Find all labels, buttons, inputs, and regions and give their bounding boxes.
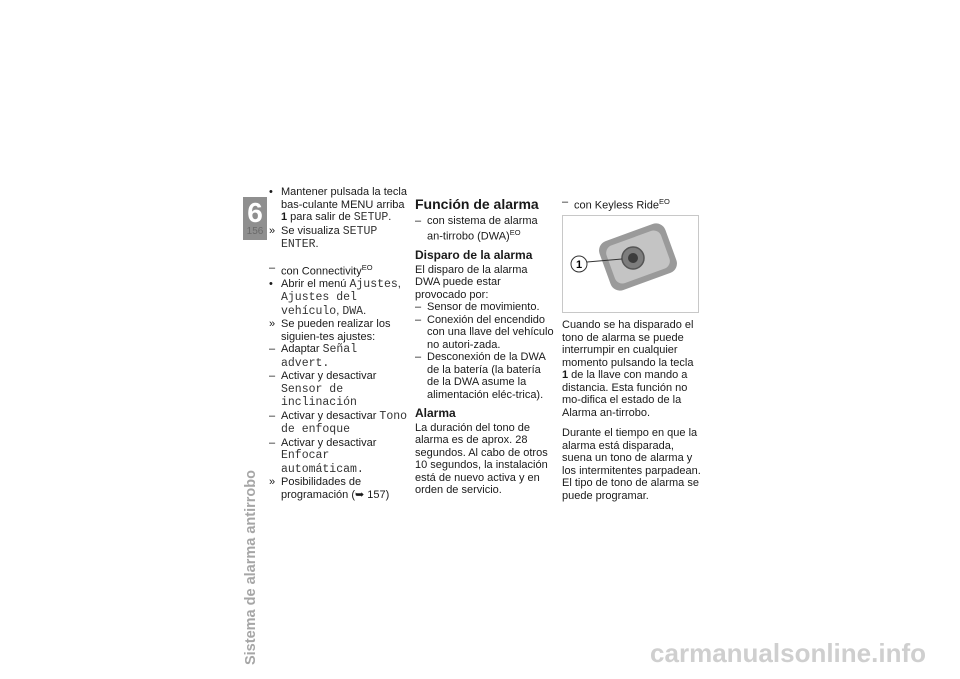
list-item: – con Keyless Ride$^{EO}$ [562, 196, 670, 212]
list-item: – con sistema de alarma an-tirrobo (DWA)$^{EO}$ [415, 214, 538, 243]
list-item: » Posibilidades de programación (➥ 157) [269, 476, 390, 501]
list-item: – Activar y desactivar Sensor de inclinación [269, 370, 377, 410]
chapter-number: 6 [247, 197, 263, 228]
key-fob-illustration [563, 216, 698, 312]
figure-callout-label: 1 [575, 259, 583, 272]
list-item: • Mantener pulsada la tecla bas-culante MENU arriba 1 para salir de SETUP. [269, 186, 407, 224]
page-ref-arrow-icon: ➥ [354, 488, 365, 501]
list-item: – Activar y desactivar Tono de enfoque [269, 409, 408, 437]
list-item: – Desconexión de la DWA de la batería (la batería de la DWA asume la alimentación eléc-trica). [415, 351, 546, 401]
list-item: • Abrir el menú Ajustes, Ajustes del vehículo, DWA. [269, 277, 401, 318]
subsection-heading: Disparo de la alarma [415, 248, 533, 263]
list-item: – Sensor de movimiento. [415, 301, 540, 314]
paragraph: El disparo de la alarma DWA puede estar provocado por: [415, 263, 528, 301]
column-2 [415, 198, 555, 497]
list-item: » Se visualiza SETUP ENTER. [269, 224, 378, 251]
subsection-heading: Alarma [415, 406, 456, 421]
page-number: 156 [246, 226, 264, 237]
column-1 [269, 186, 409, 501]
paragraph: Durante el tiempo en que la alarma está disparada, suena un tono de alarma y los intermitentes parpadean. El tipo de tono de alarma se puede programar. [562, 427, 701, 502]
chapter-title: Sistema de alarma antirrobo [243, 470, 259, 666]
list-item: – Conexión del encendido con una llave del vehículo no autori-zada. [415, 313, 554, 351]
list-item: – con Connectivity$^{EO}$ [269, 261, 373, 278]
list-item: – Activar y desactivar Enfocar automáticam. [269, 436, 377, 476]
paragraph: La duración del tono de alarma es de aprox. 28 segundos. Al cabo de otros 10 segundos, la instalación está de nuevo activa y en orden de servicio. [415, 421, 548, 497]
column-3 [562, 196, 702, 502]
paragraph: Cuando se ha disparado el tono de alarma se puede interrumpir en cualquier momento pulsando la tecla 1 de la llave con mando a distancia. Esta función no mo-difica el estado de la Alarma an-tirrobo. [562, 319, 694, 419]
list-item: » Se pueden realizar los siguien-tes ajustes: [269, 318, 391, 343]
key-fob-figure [562, 215, 699, 313]
list-item: – Adaptar Señal advert. [269, 343, 358, 370]
watermark: carmanualsonline.info [650, 638, 926, 668]
section-heading: Función de alarma [415, 196, 539, 212]
